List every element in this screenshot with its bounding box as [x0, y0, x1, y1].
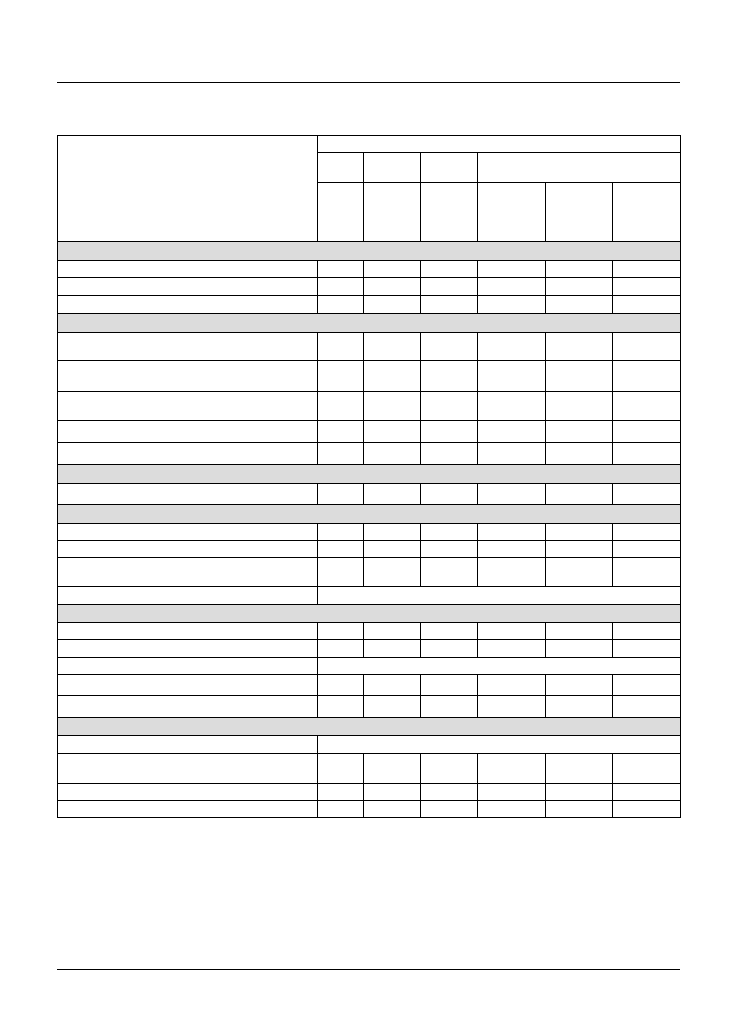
table-grid	[57, 135, 681, 819]
section-header-row	[58, 242, 680, 260]
section-header-row	[58, 314, 680, 332]
section-header-row	[58, 605, 680, 622]
header-rule	[57, 82, 680, 83]
section-header-row	[58, 718, 680, 735]
footer-rule	[57, 969, 680, 970]
section-header-row	[58, 505, 680, 523]
data-table	[57, 135, 681, 819]
section-header-row	[58, 465, 680, 483]
